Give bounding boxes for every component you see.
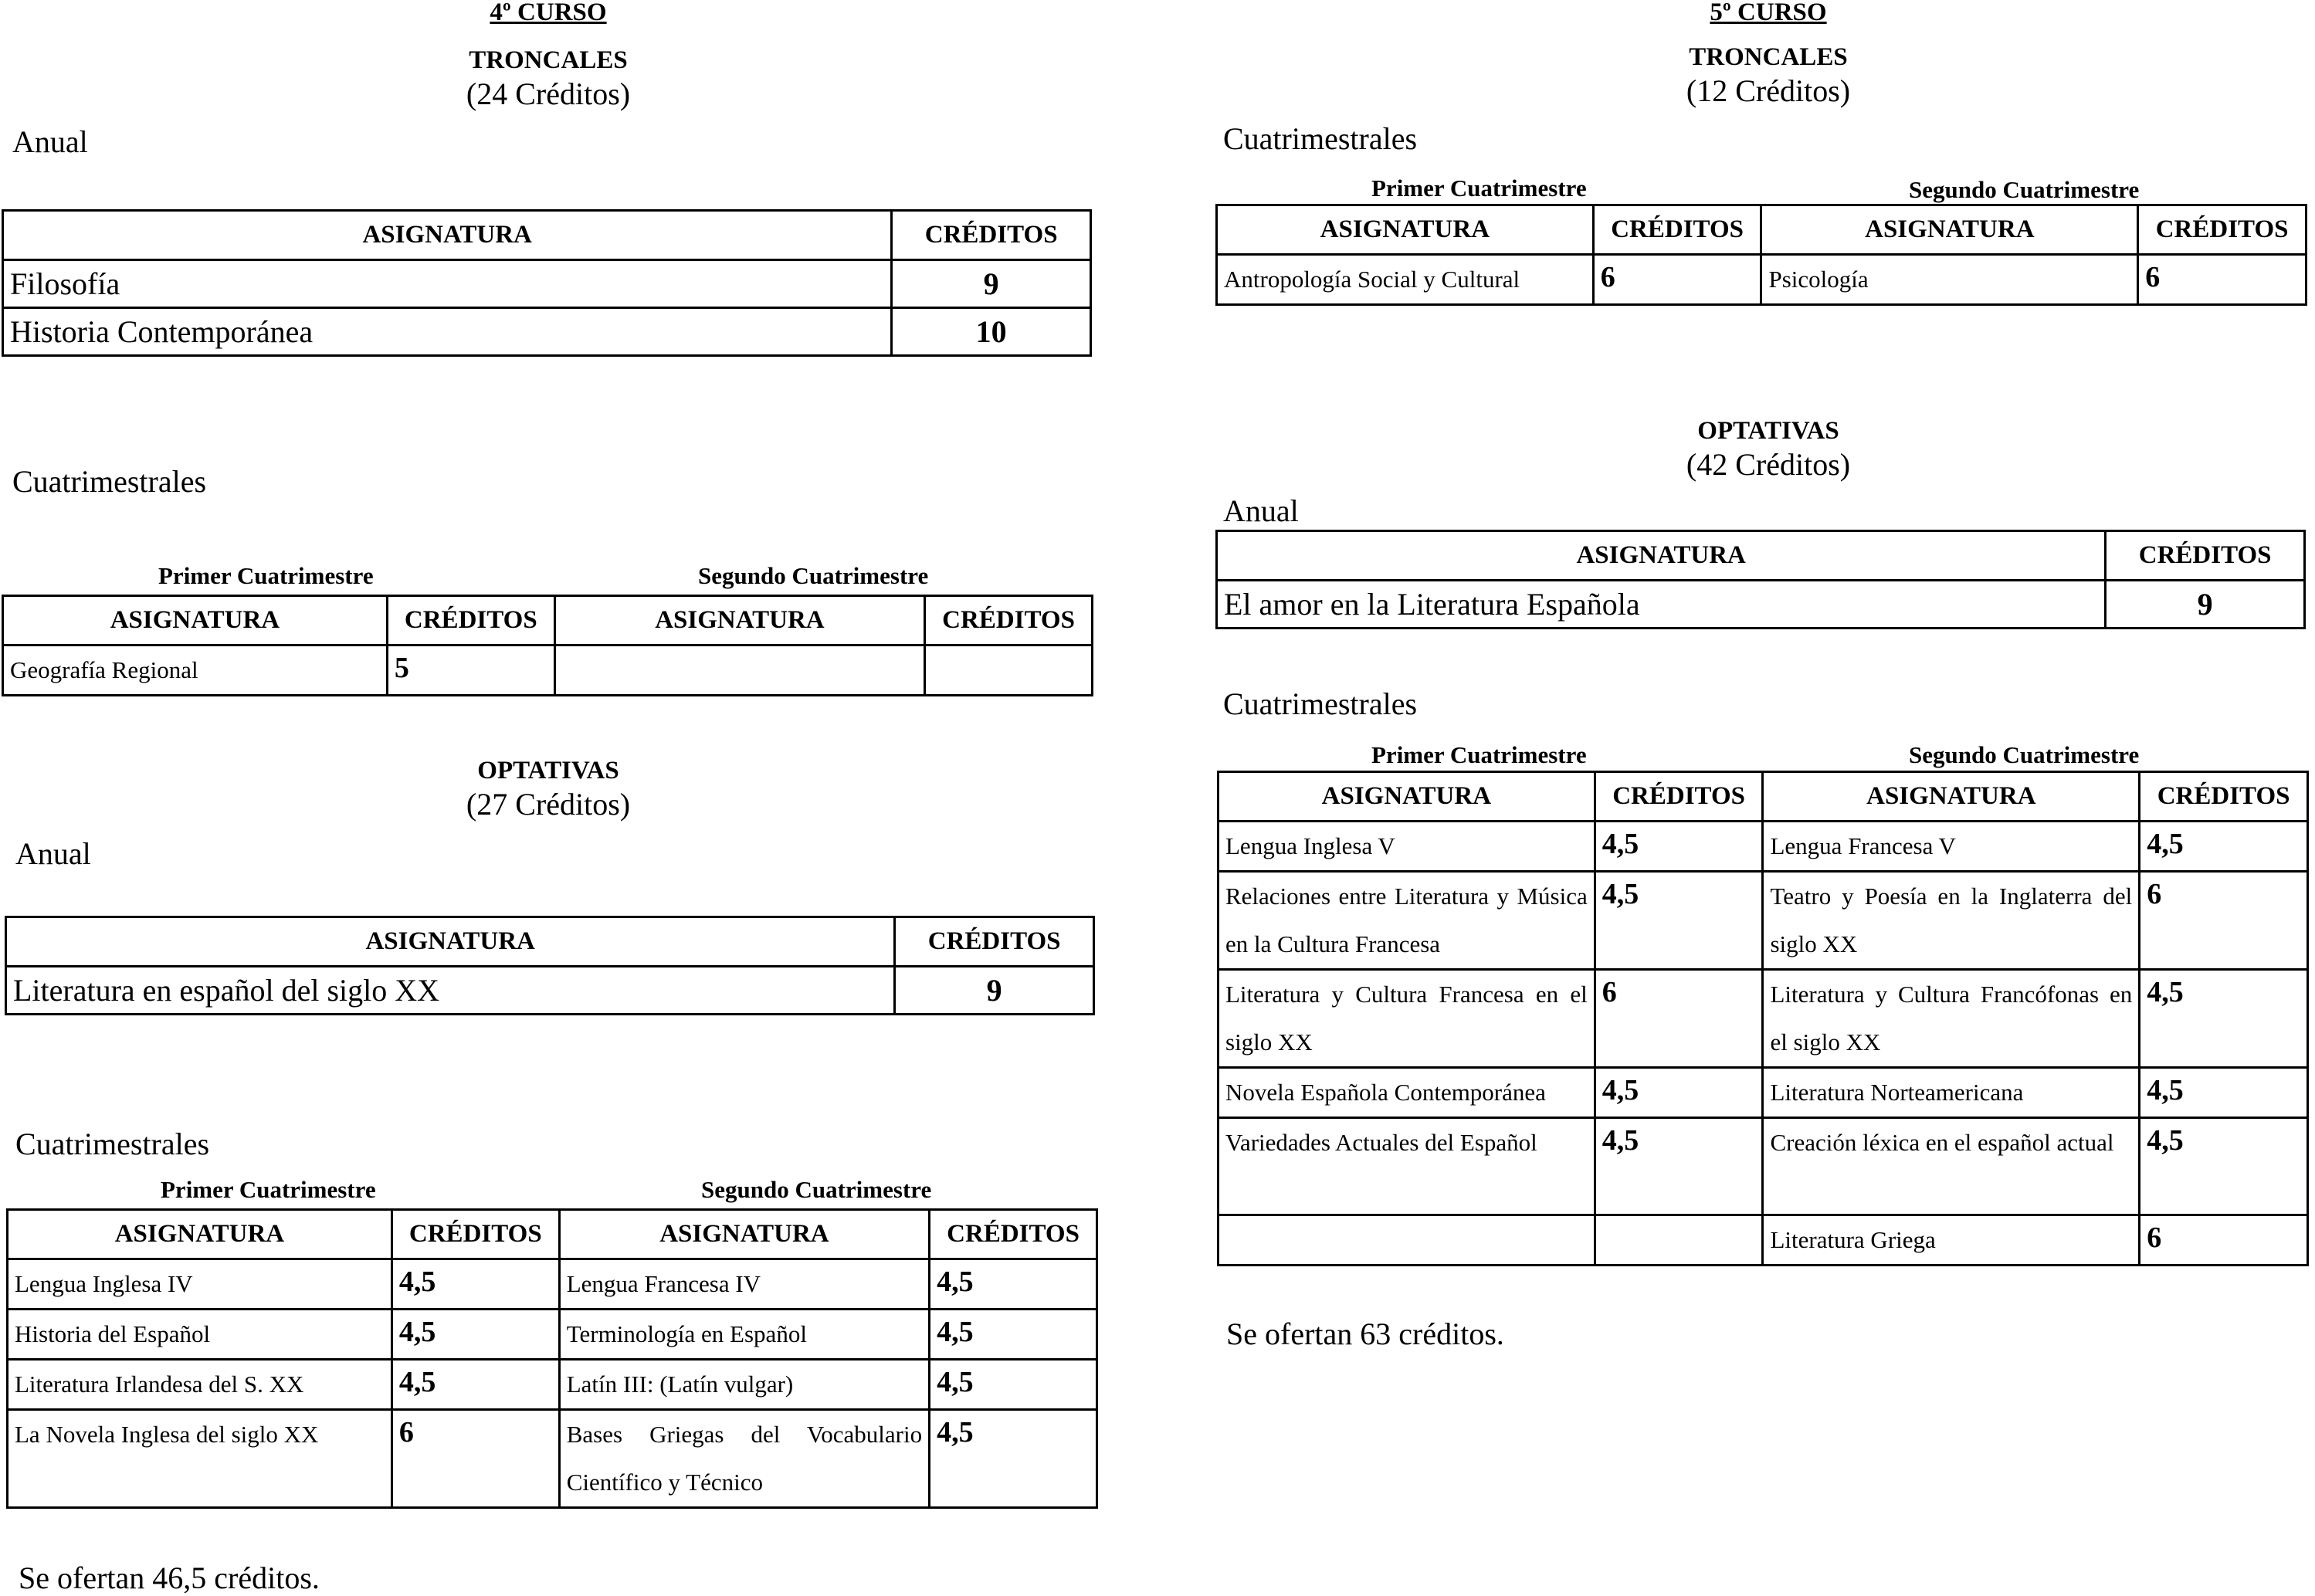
curso4-troncales-first-sem: Primer Cuatrimestre — [158, 562, 374, 589]
credits-cell: 6 — [1593, 255, 1761, 305]
header-asignatura: ASIGNATURA — [554, 596, 924, 646]
credits-cell: 4,5 — [2140, 970, 2308, 1068]
credits-cell: 5 — [387, 646, 554, 696]
curso5-optativas-anual-label: Anual — [1223, 493, 1299, 528]
credits-cell: 9 — [892, 260, 1091, 308]
table-row — [1219, 1118, 2308, 1215]
curso5-optativas-cuatri-label: Cuatrimestrales — [1223, 686, 1418, 721]
subject-cell: Lengua Inglesa V — [1219, 822, 1595, 872]
subject-cell — [554, 646, 924, 696]
subject-cell: Creación léxica en el español actual — [1763, 1118, 2140, 1215]
table-row — [1219, 1068, 2308, 1118]
credits-cell: 4,5 — [391, 1259, 559, 1310]
credits-cell: 6 — [1595, 970, 1763, 1068]
subject-cell: Teatro y Poesía en la Inglaterra del siglo XX — [1763, 872, 2140, 970]
subject-cell: Literatura y Cultura Francófonas en el siglo XX — [1763, 970, 2140, 1068]
table-row — [1219, 822, 2308, 872]
subject-cell: Terminología en Español — [559, 1310, 929, 1360]
header-asignatura: ASIGNATURA — [3, 211, 892, 260]
curso4-optativas-anual-table — [5, 916, 1095, 1015]
table-header-row — [8, 1210, 1097, 1259]
table-row — [1217, 581, 2305, 629]
curso5-troncales-second-sem: Segundo Cuatrimestre — [1909, 176, 2140, 203]
table-row — [8, 1360, 1097, 1410]
table-row — [1219, 970, 2308, 1068]
credits-cell: 4,5 — [930, 1310, 1097, 1360]
subject-cell: Relaciones entre Literatura y Música en la Cultura Francesa — [1219, 872, 1595, 970]
table-header-row — [1217, 531, 2305, 581]
table-row — [1217, 255, 2307, 305]
credits-cell: 4,5 — [1595, 822, 1763, 872]
credits-cell: 6 — [2140, 1215, 2308, 1266]
curso4-troncales-second-sem: Segundo Cuatrimestre — [698, 562, 929, 589]
curso5-optativas-label: OPTATIVAS — [1697, 417, 1839, 445]
curso4-troncales-cuatri-table — [2, 595, 1093, 696]
subject-cell — [1219, 1215, 1595, 1266]
table-row — [3, 308, 1091, 356]
header-asignatura: ASIGNATURA — [1763, 772, 2140, 822]
curso5-troncales-label: TRONCALES — [1689, 43, 1848, 71]
curso5-optativas-cuatri-table — [1217, 771, 2309, 1266]
header-creditos: CRÉDITOS — [892, 211, 1091, 260]
credits-cell: 6 — [2140, 872, 2308, 970]
curso4-optativas-second-sem: Segundo Cuatrimestre — [701, 1176, 932, 1203]
header-creditos: CRÉDITOS — [895, 917, 1094, 967]
curso5-optativas-note: Se ofertan 63 créditos. — [1226, 1316, 1504, 1351]
credits-cell: 6 — [2138, 255, 2307, 305]
table-header-row — [3, 211, 1091, 260]
curso4-optativas-first-sem: Primer Cuatrimestre — [161, 1176, 376, 1203]
curso4-optativas-label: OPTATIVAS — [477, 757, 619, 784]
table-header-row — [6, 917, 1094, 967]
subject-cell: Literatura Griega — [1763, 1215, 2140, 1266]
table-header-row — [3, 596, 1093, 646]
credits-cell: 10 — [892, 308, 1091, 356]
table-row — [8, 1410, 1097, 1508]
header-asignatura: ASIGNATURA — [8, 1210, 392, 1259]
curso5-optativas-second-sem: Segundo Cuatrimestre — [1909, 741, 2140, 768]
subject-cell: Historia Contemporánea — [3, 308, 892, 356]
curso4-optativas-cuatri-label: Cuatrimestrales — [15, 1127, 210, 1161]
subject-cell: Historia del Español — [8, 1310, 392, 1360]
credits-cell — [1595, 1215, 1763, 1266]
curso4-troncales-label: TRONCALES — [469, 46, 628, 74]
subject-cell: Psicología — [1761, 255, 2138, 305]
subject-cell: Lengua Francesa IV — [559, 1259, 929, 1310]
subject-cell: Bases Griegas del Vocabulario Científico y Técnico — [559, 1410, 929, 1508]
subject-cell: Filosofía — [3, 260, 892, 308]
credits-cell — [925, 646, 1093, 696]
credits-cell: 9 — [2106, 581, 2305, 629]
subject-cell: Latín III: (Latín vulgar) — [559, 1360, 929, 1410]
table-row — [8, 1310, 1097, 1360]
credits-cell: 6 — [391, 1410, 559, 1508]
table-header-row — [1219, 772, 2308, 822]
subject-cell: Literatura y Cultura Francesa en el siglo XX — [1219, 970, 1595, 1068]
credits-cell: 4,5 — [2140, 1118, 2308, 1215]
credits-cell: 4,5 — [2140, 822, 2308, 872]
header-creditos: CRÉDITOS — [2140, 772, 2308, 822]
table-row — [3, 260, 1091, 308]
table-header-row — [1217, 205, 2307, 255]
subject-cell: Lengua Francesa V — [1763, 822, 2140, 872]
subject-cell: Literatura en español del siglo XX — [6, 967, 895, 1015]
curso5-optativas-credits: (42 Créditos) — [1686, 447, 1851, 482]
header-asignatura: ASIGNATURA — [1217, 531, 2106, 581]
subject-cell: Geografía Regional — [3, 646, 388, 696]
curso4-troncales-credits: (24 Créditos) — [466, 76, 631, 111]
curso5-title: 5º CURSO — [1710, 0, 1827, 26]
table-row — [8, 1259, 1097, 1310]
subject-cell: Literatura Irlandesa del S. XX — [8, 1360, 392, 1410]
curso4-optativas-anual-label: Anual — [15, 836, 91, 871]
curso5-optativas-anual-table — [1215, 530, 2306, 629]
curso4-troncales-anual-label: Anual — [12, 124, 88, 159]
curso5-troncales-first-sem: Primer Cuatrimestre — [1371, 175, 1587, 202]
header-creditos: CRÉDITOS — [387, 596, 554, 646]
header-creditos: CRÉDITOS — [1593, 205, 1761, 255]
curso4-title: 4º CURSO — [490, 0, 607, 26]
credits-cell: 4,5 — [1595, 1068, 1763, 1118]
header-asignatura: ASIGNATURA — [1219, 772, 1595, 822]
subject-cell: Variedades Actuales del Español — [1219, 1118, 1595, 1215]
table-row — [6, 967, 1094, 1015]
credits-cell: 4,5 — [930, 1360, 1097, 1410]
curso4-troncales-anual-table — [2, 209, 1092, 357]
subject-cell: Lengua Inglesa IV — [8, 1259, 392, 1310]
credits-cell: 4,5 — [930, 1259, 1097, 1310]
curso4-troncales-cuatri-label: Cuatrimestrales — [12, 464, 207, 499]
header-creditos: CRÉDITOS — [925, 596, 1093, 646]
credits-cell: 9 — [895, 967, 1094, 1015]
header-asignatura: ASIGNATURA — [1761, 205, 2138, 255]
subject-cell: Literatura Norteamericana — [1763, 1068, 2140, 1118]
header-asignatura: ASIGNATURA — [559, 1210, 929, 1259]
table-row — [1219, 872, 2308, 970]
table-row — [3, 646, 1093, 696]
header-creditos: CRÉDITOS — [1595, 772, 1763, 822]
header-creditos: CRÉDITOS — [2106, 531, 2305, 581]
header-asignatura: ASIGNATURA — [3, 596, 388, 646]
curso4-optativas-cuatri-table — [6, 1208, 1098, 1509]
header-creditos: CRÉDITOS — [391, 1210, 559, 1259]
credits-cell: 4,5 — [391, 1360, 559, 1410]
header-asignatura: ASIGNATURA — [1217, 205, 1594, 255]
curso5-troncales-credits: (12 Créditos) — [1686, 73, 1851, 108]
curso5-optativas-first-sem: Primer Cuatrimestre — [1371, 741, 1587, 768]
credits-cell: 4,5 — [1595, 1118, 1763, 1215]
curso4-optativas-note: Se ofertan 46,5 créditos. — [19, 1560, 320, 1595]
subject-cell: Antropología Social y Cultural — [1217, 255, 1594, 305]
table-row — [1219, 1215, 2308, 1266]
curso5-troncales-cuatri-label: Cuatrimestrales — [1223, 121, 1418, 156]
subject-cell: La Novela Inglesa del siglo XX — [8, 1410, 392, 1508]
header-creditos: CRÉDITOS — [930, 1210, 1097, 1259]
credits-cell: 4,5 — [930, 1410, 1097, 1508]
header-asignatura: ASIGNATURA — [6, 917, 895, 967]
credits-cell: 4,5 — [391, 1310, 559, 1360]
credits-cell: 4,5 — [2140, 1068, 2308, 1118]
subject-cell: Novela Española Contemporánea — [1219, 1068, 1595, 1118]
header-creditos: CRÉDITOS — [2138, 205, 2307, 255]
curso4-optativas-credits: (27 Créditos) — [466, 787, 631, 822]
credits-cell: 4,5 — [1595, 872, 1763, 970]
curso5-troncales-cuatri-table — [1215, 204, 2307, 306]
subject-cell: El amor en la Literatura Española — [1217, 581, 2106, 629]
